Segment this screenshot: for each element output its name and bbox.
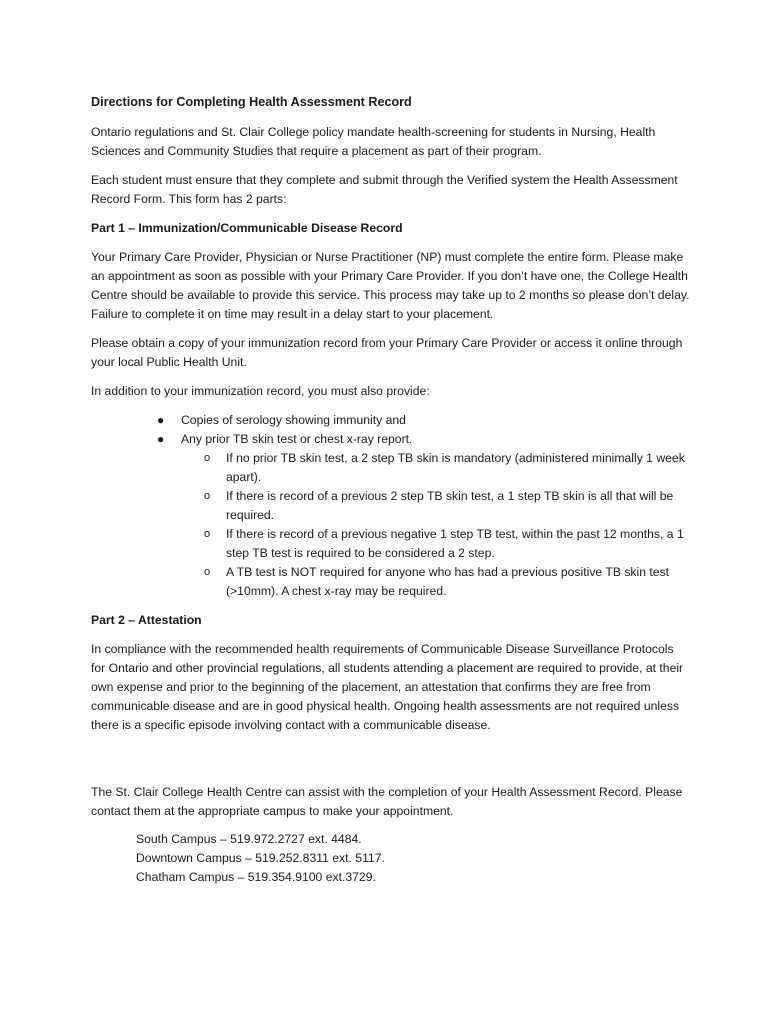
contact-south-campus: South Campus – 519.972.2727 ext. 4484. bbox=[136, 832, 362, 846]
document-title: Directions for Completing Health Assessment Record bbox=[91, 95, 412, 109]
health-centre-paragraph: The St. Clair College Health Centre can assist with the completion of your Health Assessment Record. Please contact them at the appropriate campus to make your appointment. bbox=[91, 785, 683, 818]
document-page bbox=[91, 93, 691, 887]
part1-paragraph-2: Please obtain a copy of your immunization record from your Primary Care Provider or access it online through your local Public Health Unit. bbox=[91, 336, 683, 369]
list-item bbox=[157, 430, 691, 601]
sub-list-item bbox=[204, 487, 691, 525]
part1-paragraph-3: In addition to your immunization record, you must also provide: bbox=[91, 384, 430, 398]
part2-paragraph: In compliance with the recommended health requirements of Communicable Disease Surveillance Protocols for Ontario and other provincial regulations, all students attending a placement are required to provide, at their own expense and prior to the beginning of the placement, an attestation that confirms they are free from communicable disease and are in good physical health. Ongoing health assessments are not required unless there is a specific episode involving contact with a communicable disease. bbox=[91, 642, 684, 732]
sub-list-item bbox=[204, 563, 691, 601]
circle-bullet-icon: o bbox=[204, 528, 211, 540]
requirements-list bbox=[91, 411, 691, 601]
contact-chatham-campus: Chatham Campus – 519.354.9100 ext.3729. bbox=[136, 870, 376, 884]
part2-heading: Part 2 – Attestation bbox=[91, 613, 202, 627]
bullet-icon: ● bbox=[157, 432, 165, 446]
bullet-icon: ● bbox=[157, 413, 165, 427]
sub-list-item-text: A TB test is NOT required for anyone who has had a previous positive TB skin test (>10mm). A chest x-ray may be required. bbox=[226, 565, 670, 598]
circle-bullet-icon: o bbox=[204, 566, 211, 578]
part1-heading: Part 1 – Immunization/Communicable Disease Record bbox=[91, 221, 403, 235]
list-item-text: Any prior TB skin test or chest x-ray report. bbox=[181, 432, 413, 446]
circle-bullet-icon: o bbox=[204, 490, 211, 502]
sub-list-item-text: If there is record of a previous 2 step TB skin test, a 1 step TB skin is all that will be required. bbox=[226, 489, 674, 522]
list-item-text: Copies of serology showing immunity and bbox=[181, 413, 406, 427]
intro-paragraph-2: Each student must ensure that they complete and submit through the Verified system the Health Assessment Record Form. This form has 2 parts: bbox=[91, 173, 678, 206]
sub-list-item-text: If there is record of a previous negative 1 step TB test, within the past 12 months, a 1 step TB test is required to be considered a 2 step. bbox=[226, 527, 684, 560]
contact-downtown-campus: Downtown Campus – 519.252.8311 ext. 5117. bbox=[136, 851, 385, 865]
sub-list-item-text: If no prior TB skin test, a 2 step TB skin is mandatory (administered minimally 1 week apart). bbox=[226, 451, 685, 484]
intro-paragraph-1: Ontario regulations and St. Clair College policy mandate health-screening for students in Nursing, Health Sciences and Community Studies that require a placement as part of their program. bbox=[91, 125, 656, 158]
spacer bbox=[91, 745, 691, 783]
sub-list-item bbox=[204, 449, 691, 487]
campus-contacts bbox=[91, 830, 691, 887]
list-item bbox=[157, 411, 691, 430]
tb-sub-list bbox=[181, 449, 691, 601]
sub-list-item bbox=[204, 525, 691, 563]
circle-bullet-icon: o bbox=[204, 452, 211, 464]
part1-paragraph-1: Your Primary Care Provider, Physician or Nurse Practitioner (NP) must complete the entire form. Please make an appointment as soon as possible with your Primary Care Provider. If you don’t have one, the College Health Centre should be available to provide this service. This process may take up to 2 months so please don’t delay. Failure to complete it on time may result in a delay start to your placement. bbox=[91, 250, 690, 321]
